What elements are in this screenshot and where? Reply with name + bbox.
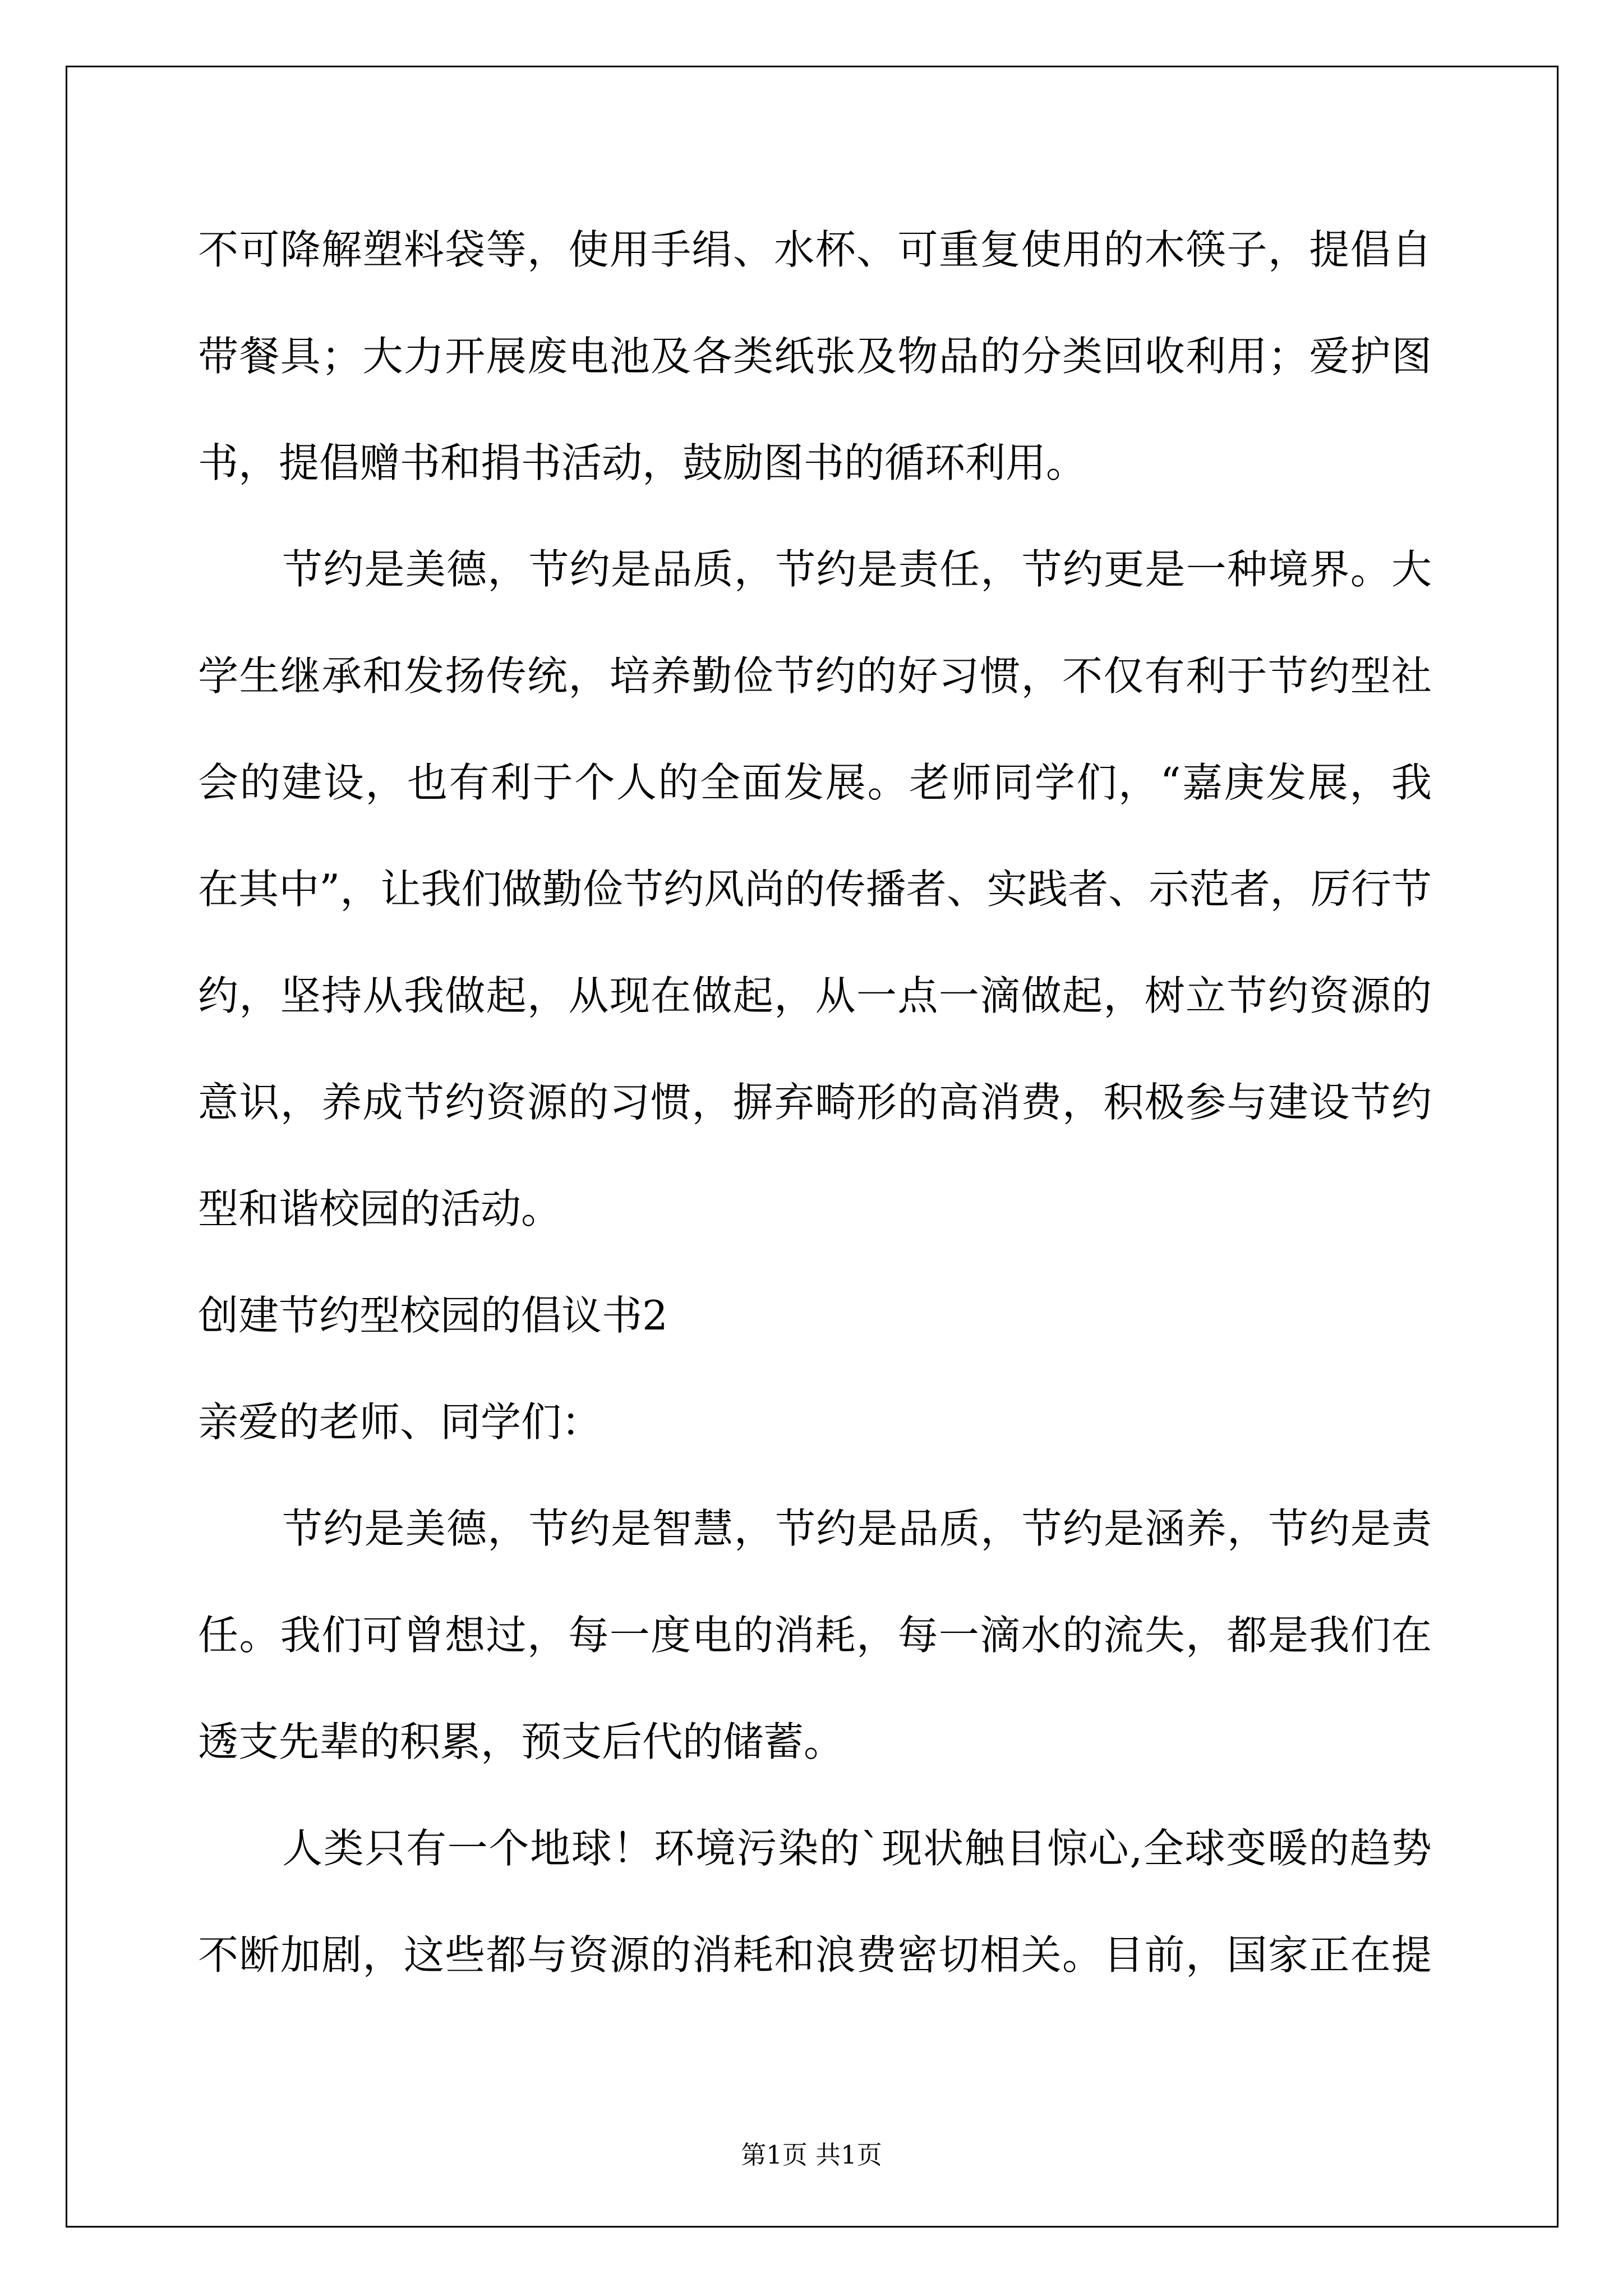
paragraph-line: 任。我们可曾想过，每一度电的消耗，每一滴水的流失，都是我们在 [198, 1612, 1432, 1659]
paragraph-line: 人类只有一个地球！环境污染的`现状触目惊心,全球变暖的趋势 [282, 1825, 1432, 1872]
paragraph-line: 节约是美德，节约是智慧，节约是品质，节约是涵养，节约是责 [282, 1505, 1432, 1552]
salutation: 亲爱的老师、同学们： [198, 1398, 602, 1446]
paragraph-line: 约，坚持从我做起，从现在做起，从一点一滴做起，树立节约资源的 [198, 972, 1432, 1019]
paragraph-line: 书，提倡赠书和捐书活动，鼓励图书的循环利用。 [198, 439, 1087, 486]
paragraph-line: 学生继承和发扬传统，培养勤俭节约的好习惯，不仅有利于节约型社 [198, 652, 1432, 700]
paragraph-line: 带餐具；大力开展废电池及各类纸张及物品的分类回收利用；爱护图 [198, 333, 1432, 380]
paragraph-line: 不断加剧，这些都与资源的消耗和浪费密切相关。目前，国家正在提 [198, 1931, 1432, 1978]
paragraph-line: 型和谐校园的活动。 [198, 1185, 562, 1232]
paragraph-line: 在其中”，让我们做勤俭节约风尚的传播者、实践者、示范者，厉行节 [198, 866, 1432, 913]
paragraph-line: 会的建设，也有利于个人的全面发展。老师同学们，“嘉庚发展，我 [198, 759, 1432, 806]
section-title: 创建节约型校园的倡议书2 [198, 1292, 668, 1339]
paragraph-line: 透支先辈的积累，预支后代的储蓄。 [198, 1718, 845, 1765]
page-number-footer: 第1页 共1页 [741, 2140, 882, 2170]
page-border [66, 66, 1559, 2228]
paragraph-line: 不可降解塑料袋等，使用手绢、水杯、可重复使用的木筷子，提倡自 [198, 226, 1432, 273]
paragraph-line: 意识，养成节约资源的习惯，摒弃畸形的高消费，积极参与建设节约 [198, 1079, 1432, 1126]
paragraph-line: 节约是美德，节约是品质，节约是责任，节约更是一种境界。大 [282, 546, 1432, 593]
